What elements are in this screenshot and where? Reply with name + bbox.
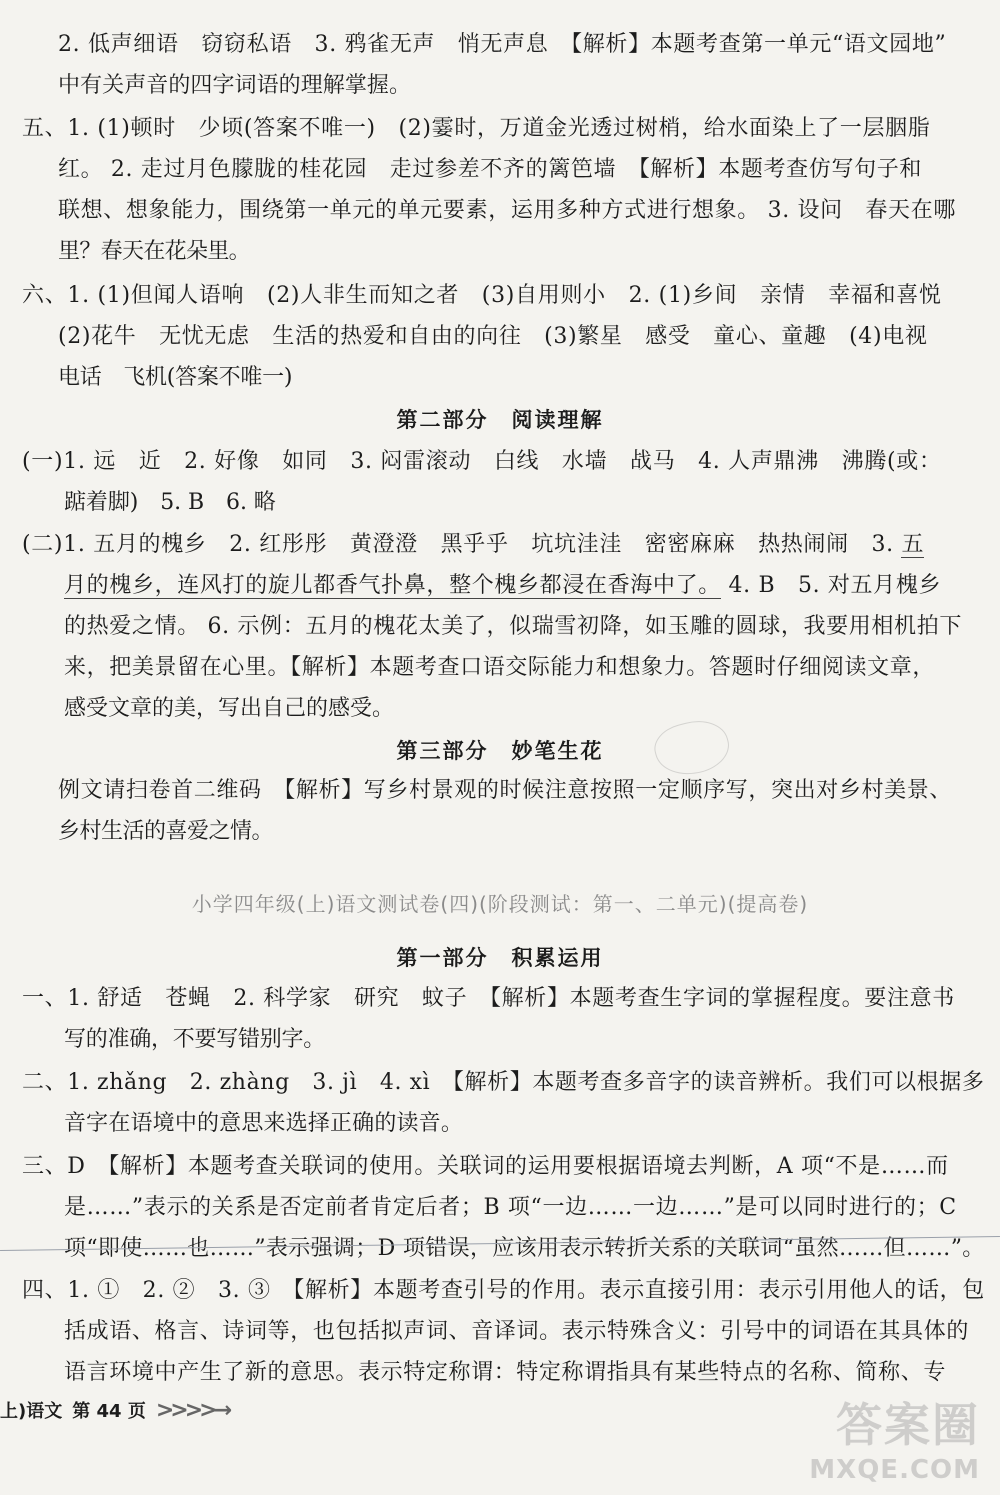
answer-block <box>22 275 1000 398</box>
question-1-line: 一、1. 舒适 苍蝇 2. 科学家 研究 蚊子 【解析】本题考查生字词的掌握程度。要注意书 <box>22 986 955 1011</box>
question-2-line: 音字在语境中的意思来选择正确的读音。 <box>64 1111 464 1136</box>
reading-2-line <box>22 524 1000 565</box>
answer-block <box>22 108 1000 272</box>
question-2 <box>22 1062 1000 1144</box>
answer-line: 电话 飞机(答案不唯一) <box>58 365 293 390</box>
answer-block <box>58 24 1000 106</box>
underlined-answer: 五 <box>901 532 925 557</box>
answer-line: 里？春天在花朵里。 <box>58 239 251 264</box>
reading-2-line <box>22 565 1000 606</box>
heading-part1: 第一部分 积累运用 <box>396 946 604 970</box>
heading-part2: 第二部分 阅读理解 <box>396 408 604 432</box>
reading-2-line: 的热爱之情。 6. 示例：五月的槐花太美了，似瑞雪初降，如玉雕的圆球，我要用相机拍下 <box>64 614 962 639</box>
answer-line: 红。 2. 走过月色朦胧的桂花园 走过参差不齐的篱笆墙 【解析】本题考查仿写句子和 <box>58 157 922 182</box>
question-4-line: 四、1. ① 2. ② 3. ③ 【解析】本题考查引号的作用。表示直接引用：表示引用他人的话，包 <box>22 1278 985 1303</box>
answer-line: 联想、想象能力，围绕第一单元的单元要素，运用多种方式进行想象。 3. 设问 春天在哪 <box>58 198 956 223</box>
watermark-logo-text: 答案圈 <box>836 1398 980 1452</box>
arrows-icon: >>>>→ <box>155 1397 228 1423</box>
footer-subject: 上)语文 <box>0 1401 63 1422</box>
question-3-line: 是……”表示的关系是否定前者肯定后者；B 项“一边……一边……”是可以同时进行的；C <box>64 1195 957 1220</box>
question-1 <box>22 978 1000 1060</box>
question-1-line: 写的准确，不要写错别字。 <box>64 1027 326 1052</box>
answer-line: (2)花牛 无忧无虑 生活的热爱和自由的向往 (3)繁星 感受 童心、童趣 (4)电视 <box>58 324 928 349</box>
question-2-line: 二、1. zhǎng 2. zhàng 3. jì 4. xì 【解析】本题考查多音字的读音辨析。我们可以根据多 <box>22 1070 985 1095</box>
reading-1-line: (一)1. 远 近 2. 好像 如同 3. 闷雷滚动 白线 水墙 战马 4. 人声鼎沸 沸腾(或： <box>22 449 942 474</box>
answer-line: 五、1. (1)顿时 少顷(答案不唯一) (2)霎时，万道金光透过树梢，给水面染上了一层胭脂 <box>22 116 931 141</box>
question-3 <box>22 1146 1000 1269</box>
question-4-line: 语言环境中产生了新的意思。表示特定称谓：特定称谓指具有某些特点的名称、简称、专 <box>64 1360 947 1385</box>
watermark-url: MXQE.COM <box>809 1455 980 1485</box>
reading-2-text: (二)1. 五月的槐乡 2. 红彤彤 黄澄澄 黑乎乎 坑坑洼洼 密密麻麻 热热闹闹 3. <box>22 532 902 557</box>
page-footer <box>0 1390 228 1430</box>
test-title: 小学四年级(上)语文测试卷(四)(阶段测试：第一、二单元)(提高卷) <box>191 892 809 916</box>
answer-line: 六、1. (1)但闻人语响 (2)人非生而知之者 (3)自用则小 2. (1)乡间 亲情 幸福和喜悦 <box>22 283 942 308</box>
writing-line: 乡村生活的喜爱之情。 <box>58 819 274 844</box>
answer-line: 2. 低声细语 窃窃私语 3. 鸦雀无声 悄无声息 【解析】本题考查第一单元“语文园地” <box>58 32 947 57</box>
reading-1 <box>22 441 1000 523</box>
underlined-answer: 月的槐乡，连风打的旋儿都香气扑鼻，整个槐乡都浸在香海中了。 <box>64 573 721 598</box>
heading-part3: 第三部分 妙笔生花 <box>396 739 604 763</box>
site-watermark <box>809 1389 980 1485</box>
writing-answer <box>58 770 1000 852</box>
reading-2 <box>22 524 1000 729</box>
page-number: 第 44 页 <box>72 1401 146 1422</box>
answer-line: 中有关声音的四字词语的理解掌握。 <box>58 73 412 98</box>
question-3-line: 项“即使……也……”表示强调；D 项错误，应该用表示转折关系的关联词“虽然……但……”。 <box>64 1236 985 1261</box>
reading-2-text: 4. B 5. 对五月槐乡 <box>720 573 942 598</box>
reading-2-line: 感受文章的美，写出自己的感受。 <box>64 696 395 721</box>
question-4-line: 括成语、格言、诗词等，也包括拟声词、音译词。表示特殊含义：引号中的词语在其具体的 <box>64 1319 970 1344</box>
question-3-line: 三、D 【解析】本题考查关联词的使用。关联词的运用要根据语境去判断，A 项“不是……而 <box>22 1154 949 1179</box>
reading-2-line: 来，把美景留在心里。【解析】本题考查口语交际能力和想象力。答题时仔细阅读文章， <box>64 655 936 680</box>
reading-1-line: 踮着脚) 5. B 6. 略 <box>64 490 276 515</box>
question-4 <box>22 1270 1000 1393</box>
writing-line: 例文请扫卷首二维码 【解析】写乡村景观的时候注意按照一定顺序写，突出对乡村美景、 <box>58 778 953 803</box>
